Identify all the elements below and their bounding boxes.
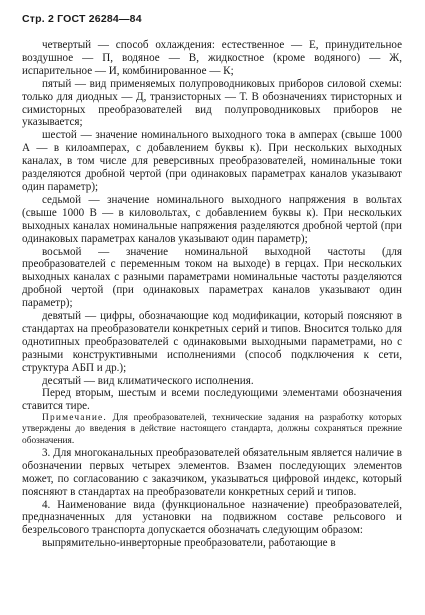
paragraph-continuation: выпрямительно-инверторные преобразователи, работающие в [42,537,336,550]
note-label: Примечание. [42,413,107,424]
note-text: Для преобразователей, технические задания на разработку которых утверждены до введения в действие настоящего стандарта, должны сохраняться прежние обозначения. [22,413,402,446]
paragraph-item-3: 3. Для многоканальных преобразователей обязательным является наличие в обозначении первых четырех элементов. Взамен последующих элементов может, по согласованию с заказчиком, указываться цифровой индекс, который поясняют в стандартах на преобразователи конкретных серий и типов. [22,446,402,498]
paragraph-fifth-element: пятый — вид применяемых полупроводниковых приборов силовой схемы: только для диодных — Д, транзисторных — Т. В обозначениях тиристорных и симисторных преобразователей вид полупроводниковых приборов не указывается; [22,77,402,129]
paragraph-sixth-element: шестой — значение номинального выходного тока в амперах (свыше 1000 А — в килоамперах, с добавлением буквы к). При нескольких выходных каналах, в том числе для реверсивных преобразователей, номинальные токи разделяются дробной чертой (при одинаковых параметрах каналов указывают один параметр); [22,129,402,193]
page-header: Стр. 2 ГОСТ 26284—84 [22,13,142,25]
paragraph-item-4: 4. Наименование вида (функциональное назначение) преобразователей, предназначенных для установки на подвижном составе рельсового и безрельсового транспорта допускается обозначать следующим образом: [22,498,402,537]
paragraph-seventh-element: седьмой — значение номинального выходного напряжения в вольтах (свыше 1000 В — в киловольтах, с добавлением буквы к). При нескольких выходных каналах номинальные напряжения разделяются дробной чертой (при одинаковых параметрах каналов указывают один параметр); [22,193,402,245]
paragraph-tenth-element: десятый — вид климатического исполнения. [42,374,254,387]
paragraph-eighth-element: восьмой — значение номинальной выходной частоты (для преобразователей с переменным током на выходе) в герцах. При нескольких выходных каналах с разными параметрами номинальные частоты разделяются дробной чертой (при одинаковых параметрах каналов указывают один параметр); [22,245,402,310]
paragraph-fourth-element: четвертый — способ охлаждения: естественное — Е, принудительное воздушное — П, водяное — В, жидкостное (кроме водяного) — Ж, испарительное — И, комбинированное — К; [22,39,402,77]
document-body [22,39,402,550]
paragraph-ninth-element: девятый — цифры, обозначающие код модификации, который поясняют в стандартах на преобразователи конкретных серий и типов. Вносится только для однотипных преобразователей с одинаковыми выходными параметрами, но с разными конструктивными исполнениями (способ подключения к сети, структура АБП и др.); [22,310,402,374]
note-block [22,413,402,447]
paragraph-dash-rule: Перед вторым, шестым и всеми последующими элементами обозначения ставится тире. [22,387,402,413]
